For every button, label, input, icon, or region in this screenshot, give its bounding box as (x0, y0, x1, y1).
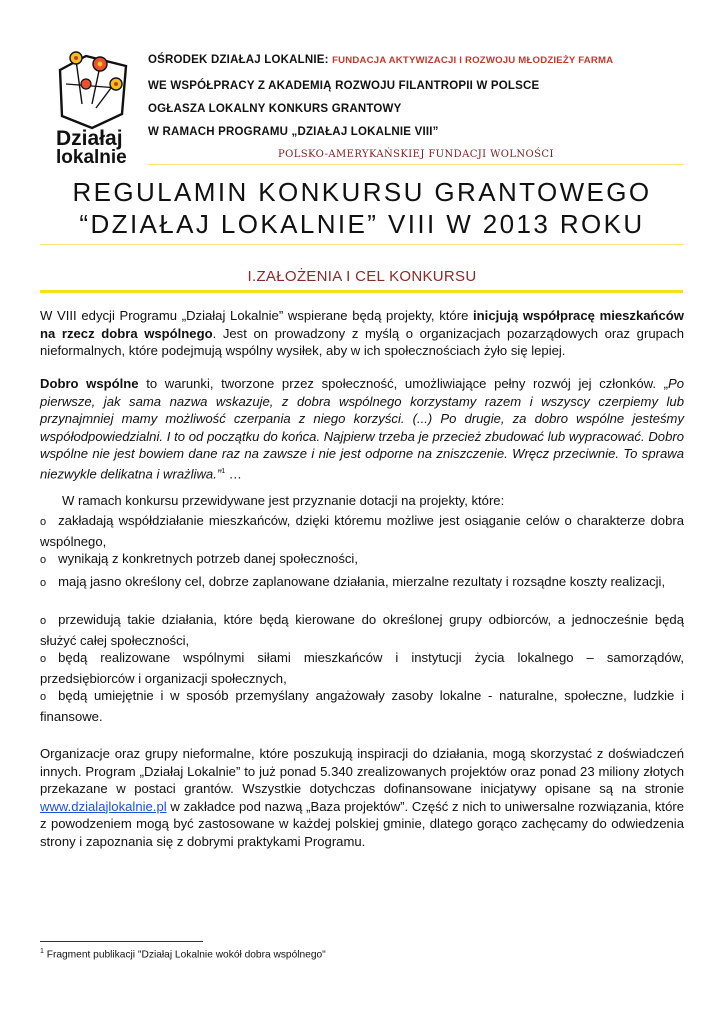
footnote-number: 1 (40, 948, 44, 955)
list-intro: W ramach konkursu przewidywane jest przyznanie dotacji na projekty, które: (62, 493, 505, 508)
title-line-1: REGULAMIN KONKURSU GRANTOWEGO (72, 177, 652, 207)
logo-text-line1: Działaj (56, 127, 123, 150)
footnote-ref[interactable]: 1 (221, 467, 226, 475)
header-divider (148, 164, 684, 165)
section-heading: I.ZAŁOŻENIA I CEL KONKURSU (247, 268, 477, 285)
bullet-icon: o (40, 554, 47, 566)
header-line-1 (148, 54, 613, 66)
paragraph-inspiration: Organizacje oraz grupy nieformalne, które poszukują inspiracji do działania, mogą skorzystać z doświadczeń innych. Program „Działaj Lokalnie” to już ponad 5.340 zrealizowanych projektów oraz ponad 23 miliony złotych przekazane w postaci grantów. Wszystkie dotychczas dofinansowane inicjatywy opisane są na stronie www.dzialajlokalnie.pl w zakładce pod nazwą „Baza projektów”. Część z nich to uniwersalne rozwiązania, które z powodzeniem mogą być zastosowane w każdej polskiej gminie, dlatego gorąco zachęcamy do odwiedzenia strony i zapoznania się z dobrymi praktykami Programu. (40, 746, 684, 849)
header-line-3: OGŁASZA LOKALNY KONKURS GRANTOWY (148, 103, 402, 115)
paragraph-intro: W VIII edycji Programu „Działaj Lokalnie” wspierane będą projekty, które inicjują współpracę mieszkańców na rzecz dobra wspólnego. Jest on prowadzony z myślą o organizacjach pozarządowych oraz grupach nieformalnych, które podejmują wspólny wysiłek, aby w ich społecznościach żyło się lepiej. (40, 308, 685, 359)
list-item: o przewidują takie działania, które będą kierowane do określonej grupy odbiorców, a jednocześnie będą służyć całej społeczności, (40, 612, 684, 648)
organization-name: FUNDACJA AKTYWIZACJI I ROZWOJU MŁODZIEŻY FARMA (332, 55, 614, 66)
list-item: o wynikają z konkretnych potrzeb danej społeczności, (40, 551, 358, 566)
bullet-icon: o (40, 577, 47, 589)
osrodek-label: OŚRODEK DZIAŁAJ LOKALNIE: (148, 54, 329, 66)
dzialaj-lokalnie-logo (52, 44, 134, 164)
quote-italic: Po pierwsze, jak sama nazwa wskazuje, z dobra wspólnego korzystamy razem i wszyscy czerpiemy lub przynajmniej mamy możliwość czerpania z niego korzyści. (...) Po drugie, za dobro wspólne jesteśmy współodpowiedzialni. I to od początku do końca. Najpierw trzeba je przecież zbudować lub wypracować. Dobro wspólne nie jest bowiem dane raz na zawsze i nie jest odporne na zniszczenie. Wręcz przeciwnie. To sprawa niezwykle delikatna i wrażliwa.” (40, 376, 684, 482)
document-title (40, 176, 684, 240)
header-line-2: WE WSPÓŁPRACY Z AKADEMIĄ ROZWOJU FILANTROPII W POLSCE (148, 80, 540, 92)
common-good-term: Dobro wspólne (40, 376, 139, 391)
title-divider (40, 244, 684, 245)
bullet-icon: o (40, 615, 47, 627)
title-line-2: “DZIAŁAJ LOKALNIE” VIII W 2013 ROKU (79, 209, 645, 239)
intro-emphasis: inicjują współpracę mieszkańców na rzecz dobra wspólnego (40, 308, 684, 341)
website-link[interactable]: www.dzialajlokalnie.pl (40, 798, 167, 814)
logo-text-line2: lokalnie (56, 147, 127, 164)
header-line-4: W RAMACH PROGRAMU „DZIAŁAJ LOKALNIE VIII” (148, 126, 439, 138)
bullet-icon: o (40, 516, 47, 528)
footnote-separator (40, 941, 203, 942)
list-item: o zakładają współdziałanie mieszkańców, dzięki któremu możliwe jest osiąganie celów o charakterze dobra wspólnego, (40, 513, 684, 549)
footnote: $^1$ Fragment publikacji "Działaj Lokalnie wokół dobra wspólnego" (40, 948, 326, 961)
list-item: o mają jasno określony cel, dobrze zaplanowane działania, mierzalne rezultaty i rozsądne koszty realizacji, (40, 574, 666, 589)
section-underline (40, 290, 683, 293)
bullet-icon: o (40, 653, 47, 665)
list-item: o będą umiejętnie i w sposób przemyślany angażowały zasoby lokalne - naturalne, społeczne, ludzkie i finansowe. (40, 688, 684, 724)
bullet-icon: o (40, 691, 47, 703)
list-item: o będą realizowane wspólnymi siłami mieszkańców i instytucji życia lokalnego – samorządów, przedsiębiorców i organizacji społecznych, (40, 650, 684, 686)
logo-graphic (52, 44, 134, 164)
paragraph-common-good: Dobro wspólne to warunki, tworzone przez społeczność, umożliwiające pełny rozwój jej członków. „Po pierwsze, jak sama nazwa wskazuje, z dobra wspólnego korzystamy razem i wszyscy czerpiemy lub przynajmniej mamy możliwość czerpania z niego korzyści. (...) Po drugie, za dobro wspólne jesteśmy współodpowiedzialni. I to od początku do końca. Najpierw trzeba je przecież zbudować lub wypracować. Dobro wspólne nie jest bowiem dane raz na zawsze i nie jest odporne na zniszczenie. Wręcz przeciwnie. To sprawa niezwykle delikatna i wrażliwa.”$^1$ … (40, 376, 684, 482)
header-foundation: POLSKO-AMERYKAŃSKIEJ FUNDACJI WOLNOŚCI (278, 149, 554, 160)
